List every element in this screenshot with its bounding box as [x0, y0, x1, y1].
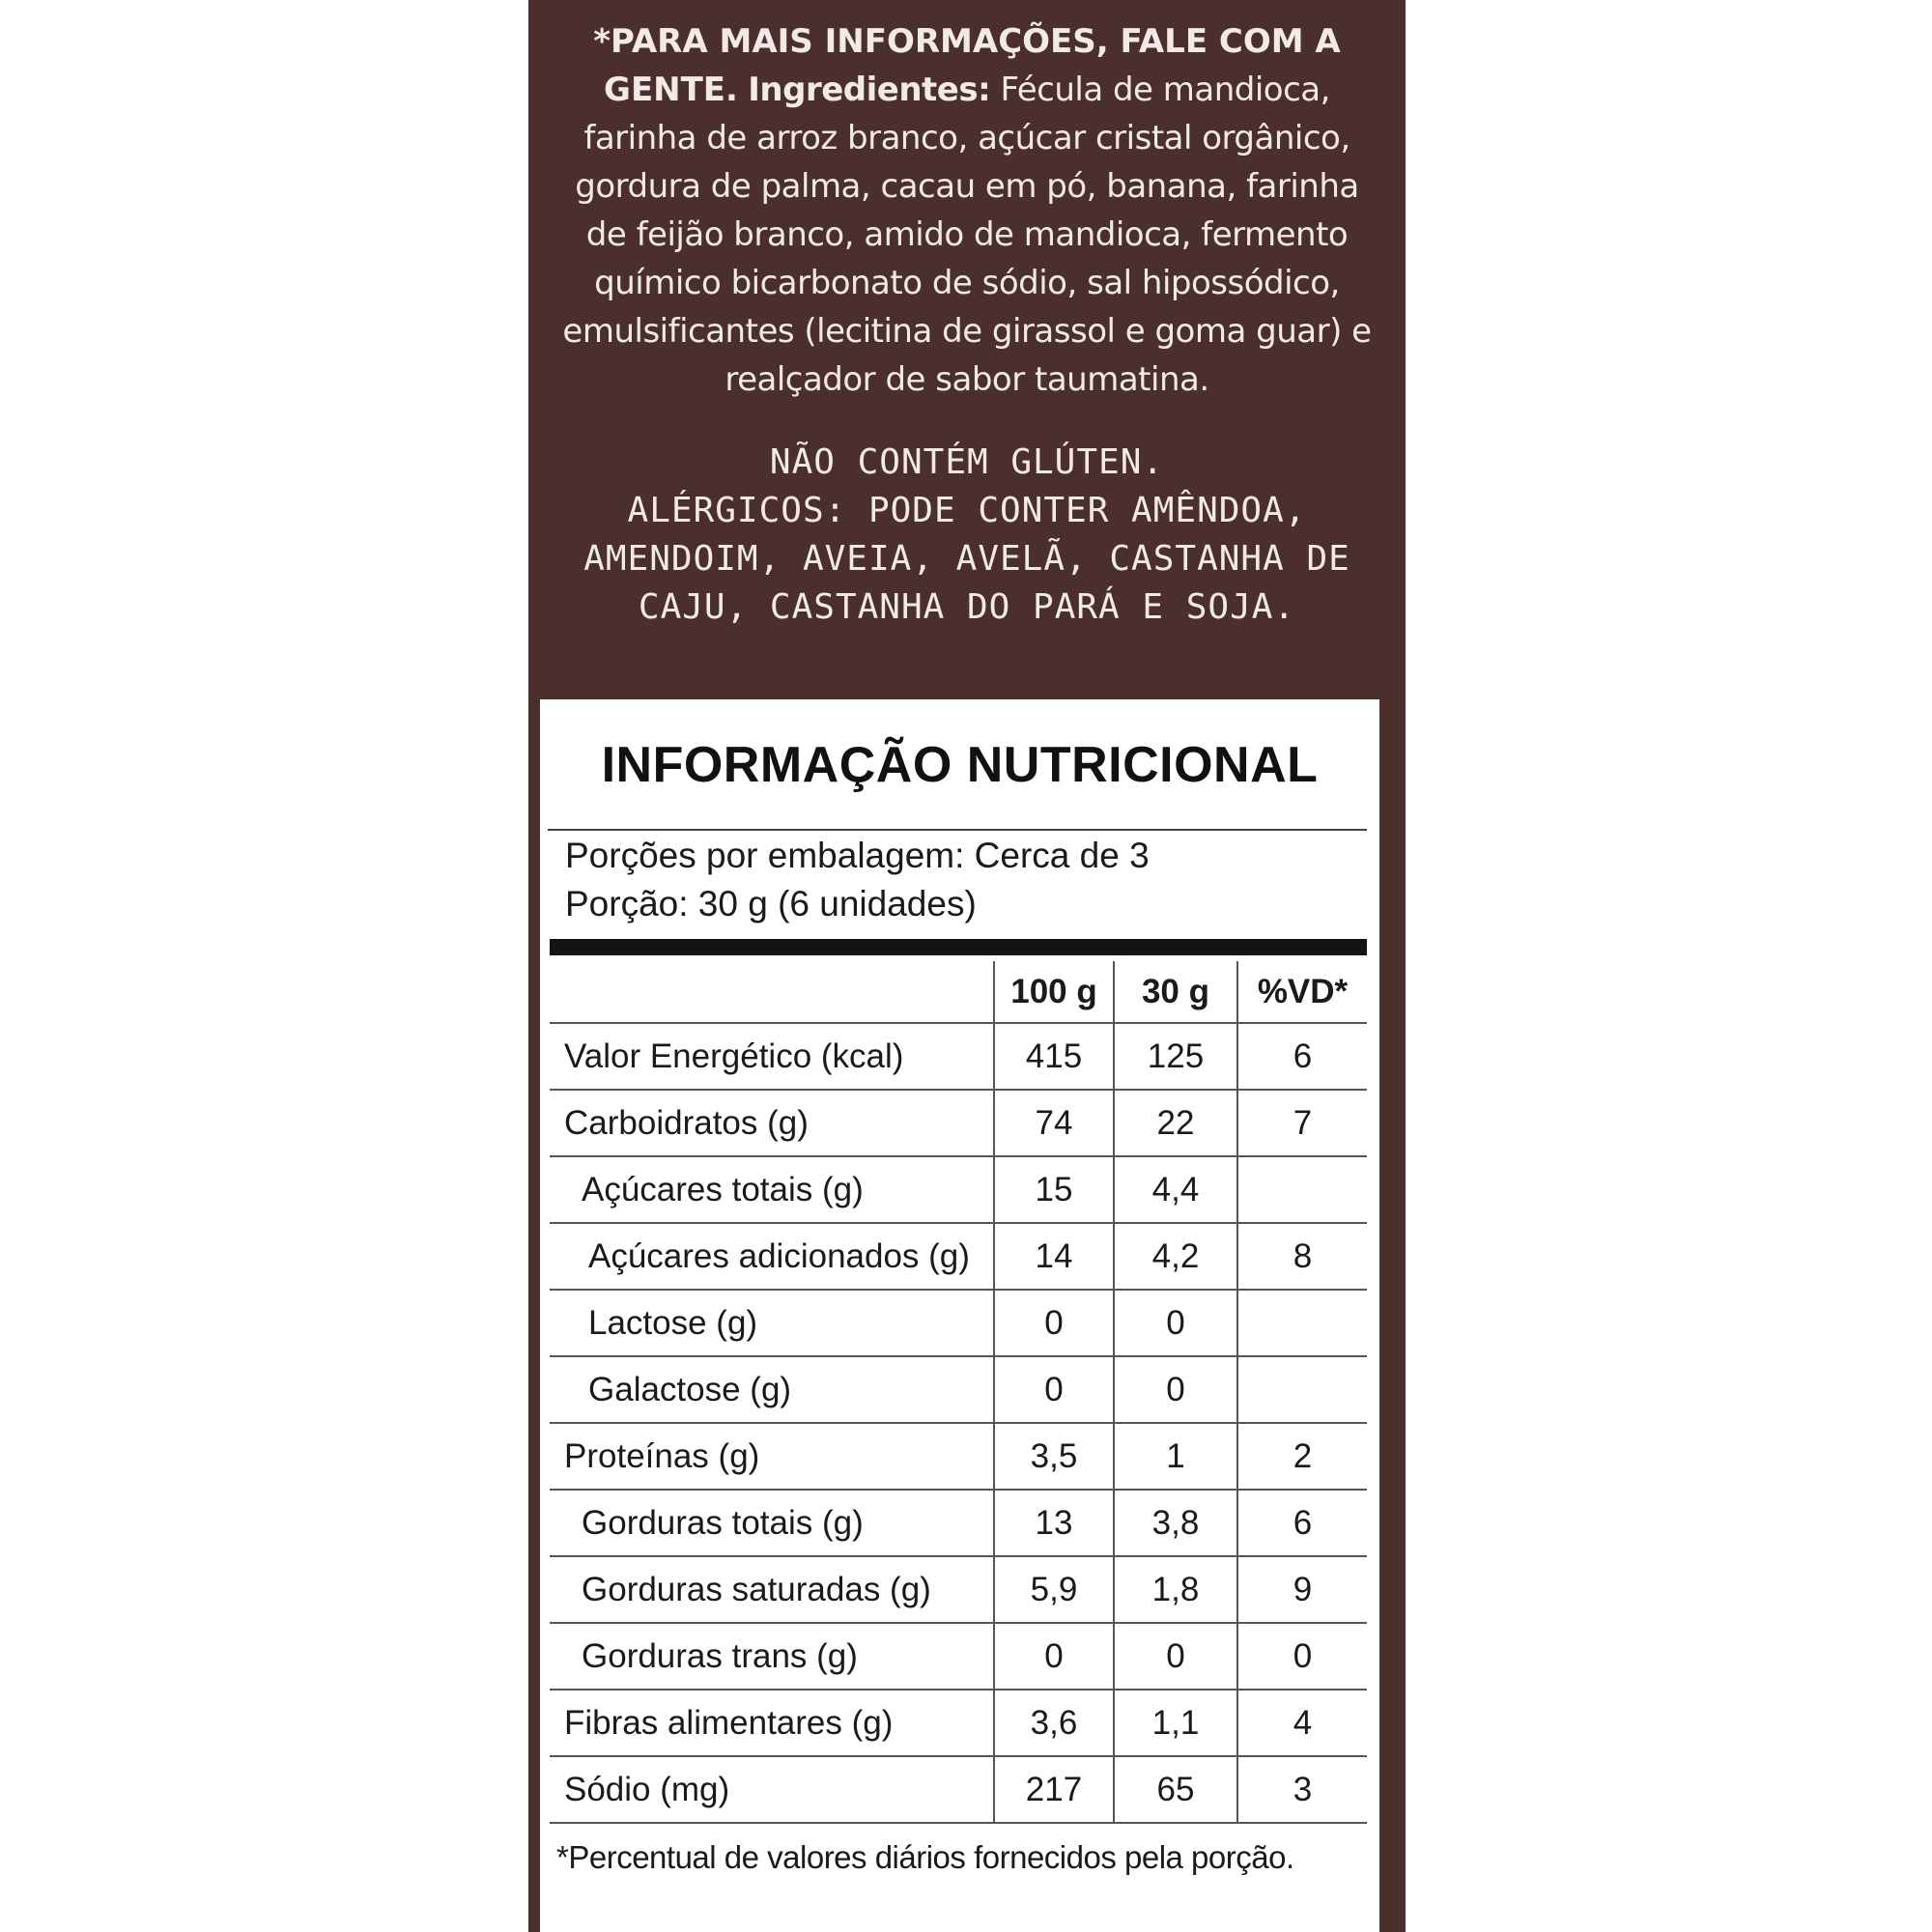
- table-header-row: [550, 961, 1367, 1023]
- header-blank: [550, 961, 994, 1023]
- value-vd: 9: [1237, 1556, 1367, 1623]
- table-row: [550, 1156, 1367, 1223]
- ingredients-heading: Ingredientes:: [748, 71, 991, 109]
- value-30g: 22: [1114, 1090, 1237, 1156]
- table-row: [550, 1090, 1367, 1156]
- value-30g: 125: [1114, 1023, 1237, 1090]
- value-30g: 4,4: [1114, 1156, 1237, 1223]
- value-30g: 3,8: [1114, 1490, 1237, 1556]
- serving-info: [565, 832, 1150, 928]
- value-100g: 0: [994, 1290, 1114, 1356]
- table-row: [550, 1356, 1367, 1423]
- value-100g: 0: [994, 1623, 1114, 1690]
- value-vd: [1237, 1356, 1367, 1423]
- value-100g: 3,6: [994, 1690, 1114, 1756]
- value-vd: 2: [1237, 1423, 1367, 1490]
- table-row: [550, 1423, 1367, 1490]
- nutrition-label: [540, 699, 1379, 1932]
- footnote: *Percentual de valores diários fornecidos pela porção.: [556, 1839, 1294, 1875]
- gluten-statement: NÃO CONTÉM GLÚTEN.: [769, 442, 1165, 482]
- value-vd: 3: [1237, 1756, 1367, 1823]
- nutrient-name: Valor Energético (kcal): [550, 1023, 994, 1090]
- nutrient-name: Fibras alimentares (g): [550, 1690, 994, 1756]
- value-vd: 6: [1237, 1023, 1367, 1090]
- value-30g: 4,2: [1114, 1223, 1237, 1290]
- value-100g: 415: [994, 1023, 1114, 1090]
- table-row: [550, 1756, 1367, 1823]
- table-row: [550, 1556, 1367, 1623]
- value-30g: 0: [1114, 1356, 1237, 1423]
- allergen-warning: ALÉRGICOS: PODE CONTER AMÊNDOA, AMENDOIM, AVEIA, AVELÃ, CASTANHA DE CAJU, CASTANHA DO PARÁ E SOJA.: [583, 491, 1350, 627]
- value-100g: 74: [994, 1090, 1114, 1156]
- nutrient-name: Proteínas (g): [550, 1423, 994, 1490]
- value-vd: 6: [1237, 1490, 1367, 1556]
- table-row: [550, 1690, 1367, 1756]
- value-30g: 0: [1114, 1290, 1237, 1356]
- table-row: [550, 1023, 1367, 1090]
- divider: [548, 829, 1367, 831]
- nutrition-title: INFORMAÇÃO NUTRICIONAL: [601, 737, 1319, 793]
- table-row: [550, 1623, 1367, 1690]
- column-100g: 100 g: [994, 961, 1114, 1023]
- value-vd: 8: [1237, 1223, 1367, 1290]
- table-row: [550, 1223, 1367, 1290]
- table-row: [550, 1290, 1367, 1356]
- value-30g: 1: [1114, 1423, 1237, 1490]
- nutrient-name: Sódio (mg): [550, 1756, 994, 1823]
- value-100g: 13: [994, 1490, 1114, 1556]
- column-vd: %VD*: [1237, 961, 1367, 1023]
- ingredients-text: [551, 17, 1383, 404]
- value-30g: 1,8: [1114, 1556, 1237, 1623]
- nutrient-name: Carboidratos (g): [550, 1090, 994, 1156]
- value-30g: 65: [1114, 1756, 1237, 1823]
- value-100g: 5,9: [994, 1556, 1114, 1623]
- thick-divider: [550, 939, 1367, 955]
- column-30g: 30 g: [1114, 961, 1237, 1023]
- ingredients-list: Fécula de mandioca, farinha de arroz branco, açúcar cristal orgânico, gordura de palma, cacau em pó, banana, farinha de feijão branco, amido de mandioca, fermento químico bicarbonato de sódio, sal hipossódico, emulsificantes (lecitina de girassol e goma guar) e realçador de sabor taumatina.: [562, 71, 1372, 399]
- table-row: [550, 1490, 1367, 1556]
- nutrition-table: [550, 961, 1367, 1824]
- nutrient-name: Gorduras trans (g): [550, 1623, 994, 1690]
- nutrient-name: Gorduras saturadas (g): [550, 1556, 994, 1623]
- value-vd: 0: [1237, 1623, 1367, 1690]
- contact-note: *PARA MAIS INFORMAÇÕES, FALE COM A GENTE.: [593, 22, 1341, 109]
- value-100g: 15: [994, 1156, 1114, 1223]
- value-vd: [1237, 1156, 1367, 1223]
- nutrient-name: Açúcares adicionados (g): [550, 1223, 994, 1290]
- nutrient-name: Lactose (g): [550, 1290, 994, 1356]
- value-100g: 0: [994, 1356, 1114, 1423]
- value-100g: 217: [994, 1756, 1114, 1823]
- value-vd: 4: [1237, 1690, 1367, 1756]
- value-30g: 0: [1114, 1623, 1237, 1690]
- value-vd: [1237, 1290, 1367, 1356]
- portion-size: Porção: 30 g (6 unidades): [565, 884, 977, 923]
- value-30g: 1,1: [1114, 1690, 1237, 1756]
- servings-per-package: Porções por embalagem: Cerca de 3: [565, 836, 1150, 875]
- value-100g: 3,5: [994, 1423, 1114, 1490]
- allergen-info: [551, 439, 1383, 632]
- value-100g: 14: [994, 1223, 1114, 1290]
- nutrient-name: Açúcares totais (g): [550, 1156, 994, 1223]
- nutrient-name: Gorduras totais (g): [550, 1490, 994, 1556]
- value-vd: 7: [1237, 1090, 1367, 1156]
- nutrient-name: Galactose (g): [550, 1356, 994, 1423]
